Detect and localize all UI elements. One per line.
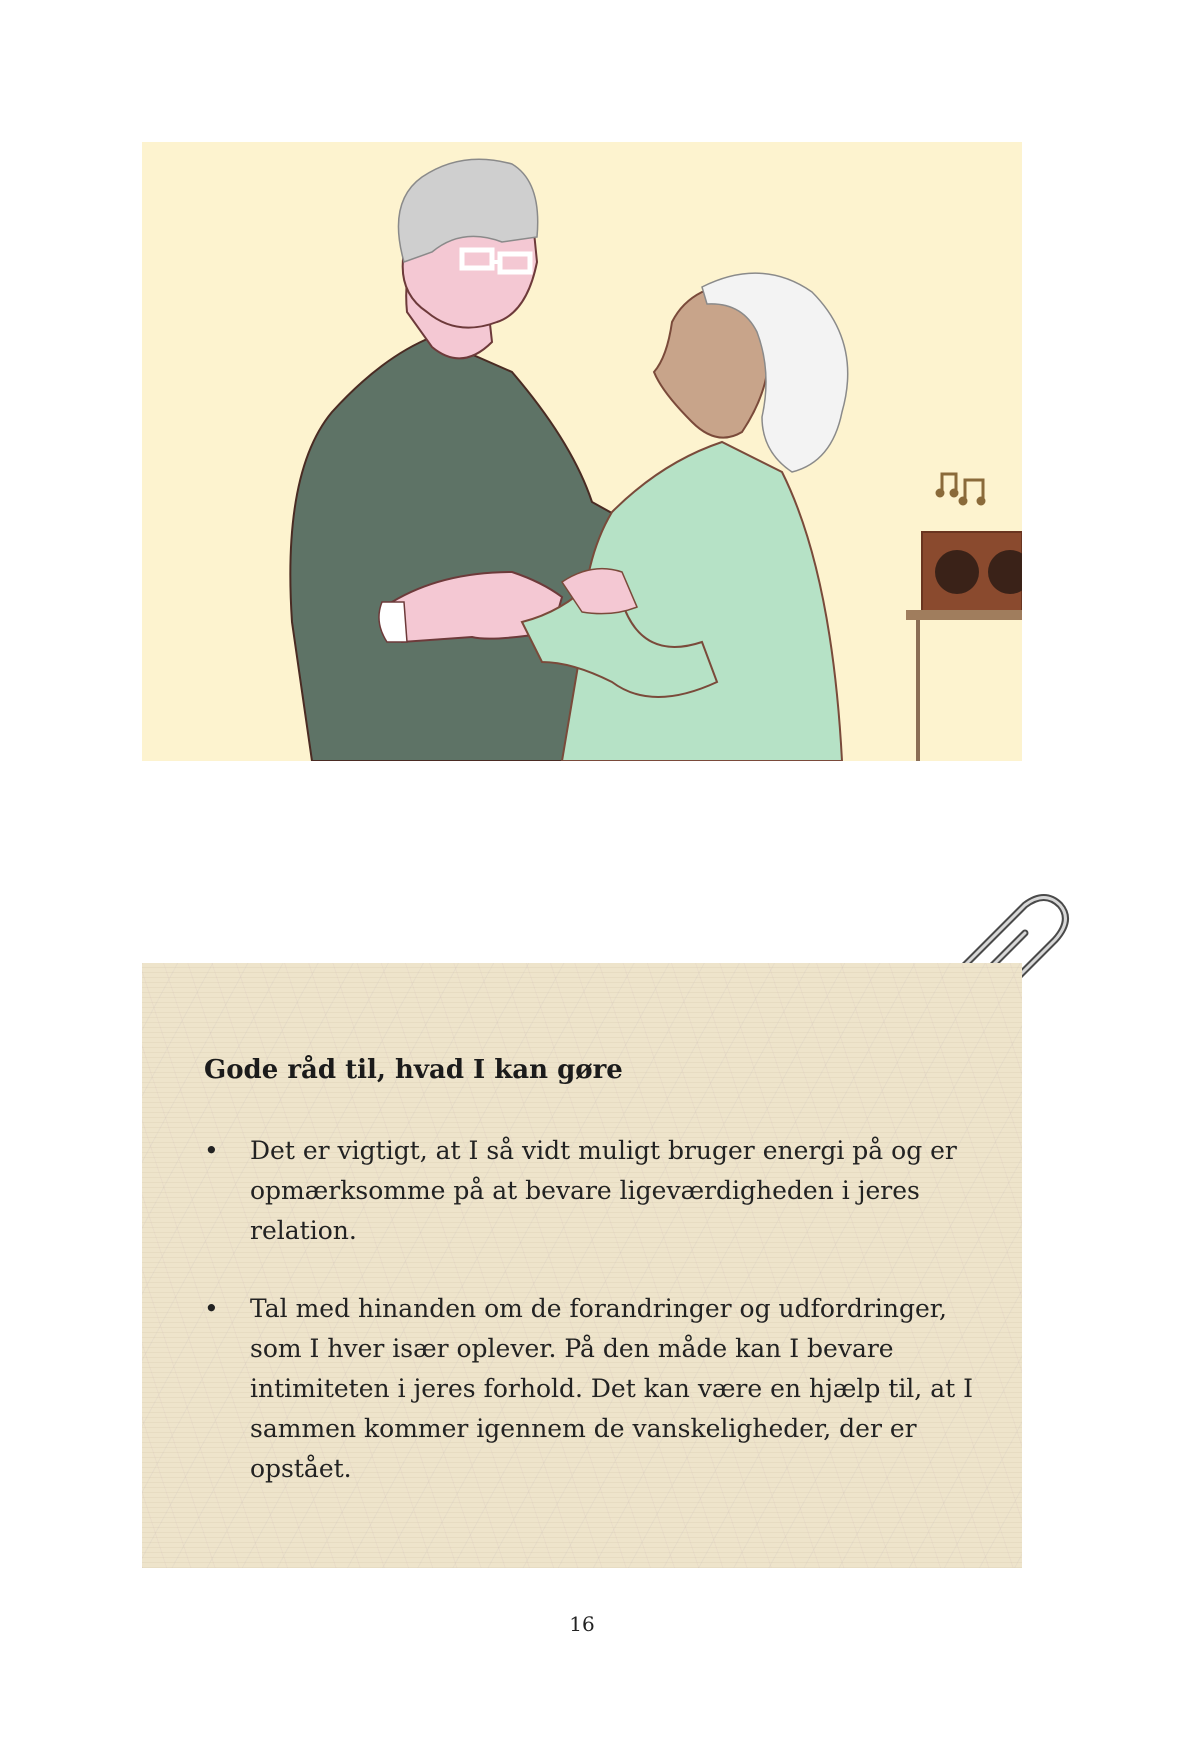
dancing-couple-image bbox=[142, 142, 1022, 761]
radio-speaker-icon bbox=[906, 532, 1022, 761]
advice-note bbox=[142, 963, 1022, 1568]
note-heading: Gode råd til, hvad I kan gøre bbox=[204, 1055, 623, 1085]
music-notes-icon bbox=[937, 474, 984, 504]
bullet-icon: • bbox=[204, 1294, 219, 1323]
advice-item-text: Tal med hinanden om de forandringer og udfordringer, som I hver især oplever. På den måde kan I bevare intimiteten i jeres forhold. Det kan være en hjælp til, at I sammen kommer igennem de vanskeligheder, der er opstået. bbox=[250, 1294, 973, 1483]
couple-illustration bbox=[142, 142, 1022, 761]
page-number: 16 bbox=[569, 1612, 595, 1636]
advice-item bbox=[204, 1289, 984, 1489]
advice-list bbox=[204, 1131, 984, 1489]
bullet-icon: • bbox=[204, 1136, 219, 1165]
advice-item-text: Det er vigtigt, at I så vidt muligt bruger energi på og er opmærksomme på at bevare ligeværdigheden i jeres relation. bbox=[250, 1136, 957, 1245]
advice-item bbox=[204, 1131, 984, 1251]
